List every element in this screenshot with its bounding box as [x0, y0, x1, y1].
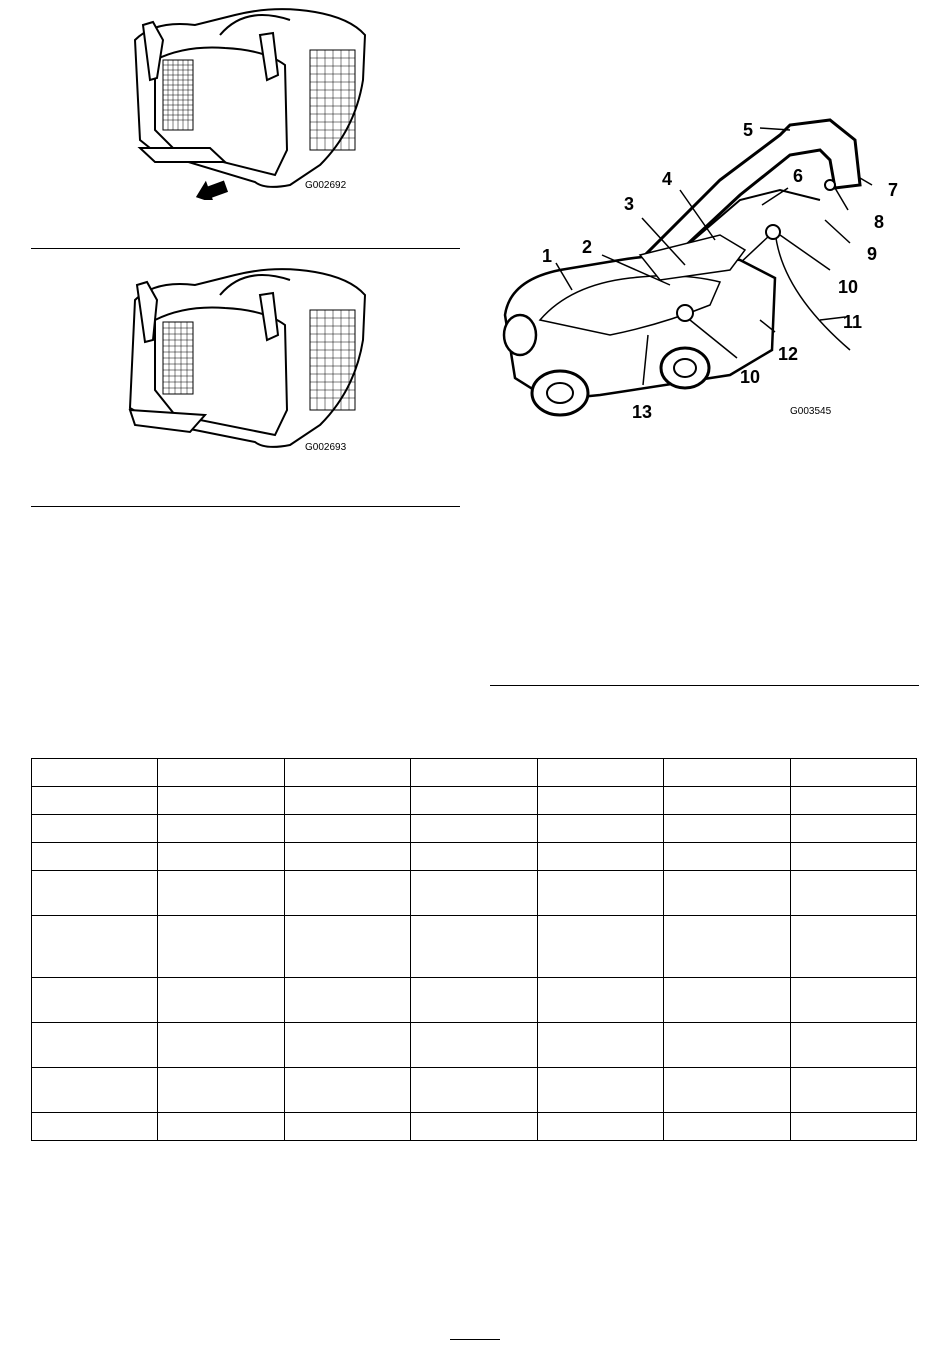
callout-10-top: 10 [838, 277, 859, 297]
section-divider [31, 248, 460, 249]
table-row [32, 1113, 917, 1141]
callout-11: 11 [843, 312, 863, 332]
table-row [32, 916, 917, 978]
callout-9: 9 [867, 244, 878, 264]
figure-code: G002692 [305, 180, 347, 191]
table-row [32, 759, 917, 787]
grass-bag-figure-closed [115, 260, 375, 460]
table-row [32, 1023, 917, 1068]
section-divider [490, 685, 919, 686]
grass-bag-figure-open [115, 0, 375, 200]
table-row [32, 1068, 917, 1113]
table-row [32, 843, 917, 871]
callout-5: 5 [743, 120, 754, 140]
callout-12: 12 [778, 344, 799, 364]
figure-code: G003545 [790, 406, 832, 417]
section-divider [31, 506, 460, 507]
table-row [32, 871, 917, 916]
callout-13: 13 [632, 402, 653, 422]
mower-diagram [490, 110, 920, 430]
callout-6: 6 [793, 166, 804, 186]
table-row [32, 787, 917, 815]
specification-table [31, 758, 917, 1141]
table-row [32, 815, 917, 843]
callout-8: 8 [874, 212, 885, 232]
callout-7: 7 [888, 180, 899, 200]
callout-10-bottom: 10 [740, 367, 761, 387]
callout-4: 4 [662, 169, 673, 189]
page-footer-rule [450, 1339, 500, 1340]
figure-code: G002693 [305, 442, 347, 453]
callout-1: 1 [542, 246, 553, 266]
callout-3: 3 [624, 194, 635, 214]
table-row [32, 978, 917, 1023]
callout-2: 2 [582, 237, 593, 257]
